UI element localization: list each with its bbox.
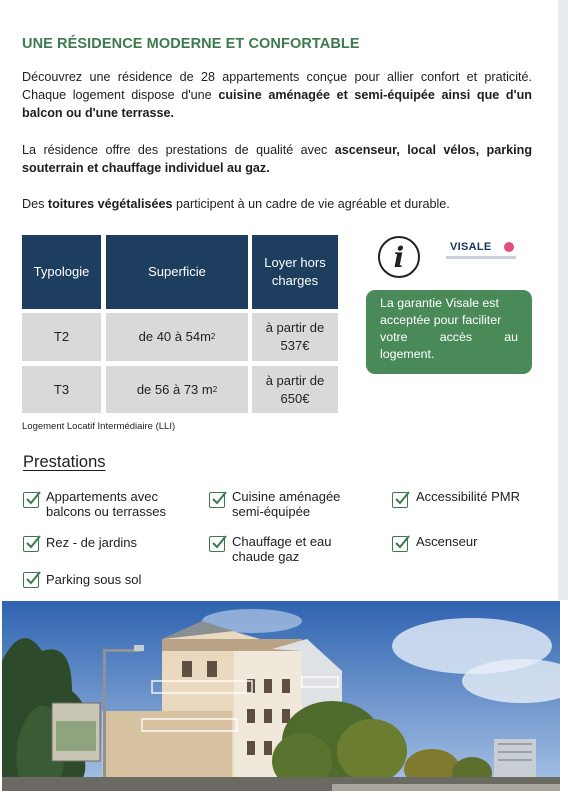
prestation-item-line: Accessibilité PMR	[416, 489, 521, 504]
checkbox-icon	[23, 572, 39, 588]
prestations-title: Prestations	[23, 453, 106, 471]
prestation-item	[232, 534, 332, 564]
area-sup: 2	[212, 384, 218, 394]
intro-p2-text: La résidence offre des prestations de qualité avec	[22, 143, 328, 157]
intro-p3-after: participent à un cadre de vie agréable et durable.	[176, 197, 450, 211]
area-sup: 2	[210, 332, 216, 341]
intro-p3-before: Des	[22, 197, 45, 211]
page-title: UNE RÉSIDENCE MODERNE ET CONFORTABLE	[22, 36, 360, 52]
area-value: de 40 à 54m	[138, 329, 211, 344]
prestation-item-line: Parking sous sol	[46, 572, 142, 587]
table-header-typologie: Typologie	[22, 235, 101, 309]
prestation-item-line: semi-équipée	[232, 504, 311, 519]
intro-paragraph-1	[22, 68, 532, 122]
checkbox-icon	[392, 492, 408, 508]
prestation-item-line: Ascenseur	[416, 534, 478, 549]
page-edge	[558, 0, 568, 600]
checkbox-icon	[23, 536, 39, 552]
table-cell-type: T3	[22, 366, 101, 413]
info-icon: i	[378, 236, 420, 278]
visale-logo-dot	[504, 242, 514, 252]
table-cell-area	[106, 313, 248, 361]
intro-p1-text: Découvrez une résidence de 28 appartements conçue pour allier confort et praticité. Chaque logement dispose d'une	[22, 70, 532, 102]
visale-box-word: au	[504, 330, 518, 344]
prestation-item	[46, 572, 141, 587]
table-cell-area	[106, 366, 248, 413]
checkbox-icon	[209, 492, 225, 508]
rent-line-2: 650€	[280, 390, 310, 406]
prestation-item	[232, 489, 340, 519]
prestation-item-line: chaude gaz	[232, 549, 300, 564]
prestation-item	[416, 489, 520, 504]
table-cell-type: T2	[22, 313, 101, 361]
visale-box-line: La garantie Visale est	[380, 296, 499, 310]
prestation-item-line: balcons ou terrasses	[46, 504, 166, 519]
area-value: de 56 à 73 m	[136, 381, 213, 397]
prestation-item-line: Chauffage et eau	[232, 534, 332, 549]
visale-logo-text: VISALE	[450, 241, 492, 253]
rent-line-1: à partir de	[265, 320, 325, 335]
table-note: Logement Locatif Intermédiaire (LLI)	[22, 421, 176, 432]
table-header-superficie: Superficie	[106, 235, 248, 309]
visale-box-word: votre	[380, 330, 408, 344]
intro-p3-bold: toitures végétalisées	[47, 197, 173, 211]
visale-box-word: accès	[439, 330, 473, 344]
building-photo	[2, 601, 560, 791]
checkbox-icon	[23, 492, 39, 508]
prestation-item-line: Rez - de jardins	[46, 535, 138, 550]
intro-p1-bold: cuisine aménagée et semi-équipée ainsi que d'un balcon ou d'une terrasse.	[22, 88, 532, 120]
table-cell-rent	[252, 366, 338, 413]
rent-line-2: 537€	[280, 338, 310, 353]
visale-box-line: logement.	[380, 347, 435, 361]
intro-paragraph-3	[22, 195, 532, 213]
visale-box-line	[380, 329, 518, 346]
prestation-item	[46, 535, 137, 550]
visale-info-box	[366, 290, 532, 374]
prestation-item-line: Appartements avec	[46, 489, 159, 504]
visale-logo	[446, 241, 516, 267]
prestation-item	[416, 534, 477, 549]
prestation-item	[46, 489, 166, 519]
prestation-item-line: Cuisine aménagée	[232, 489, 341, 504]
intro-paragraph-2	[22, 141, 532, 177]
table-cell-rent	[252, 313, 338, 361]
rent-line-1: à partir de	[265, 372, 325, 388]
visale-logo-tagline	[446, 256, 516, 259]
intro-p2-bold: ascenseur, local vélos, parking souterrain et chauffage individuel au gaz.	[22, 143, 533, 175]
visale-box-line: acceptée pour faciliter	[380, 313, 502, 327]
checkbox-icon	[392, 536, 408, 552]
checkbox-icon	[209, 536, 225, 552]
table-header-loyer: Loyer hors charges	[252, 235, 338, 309]
